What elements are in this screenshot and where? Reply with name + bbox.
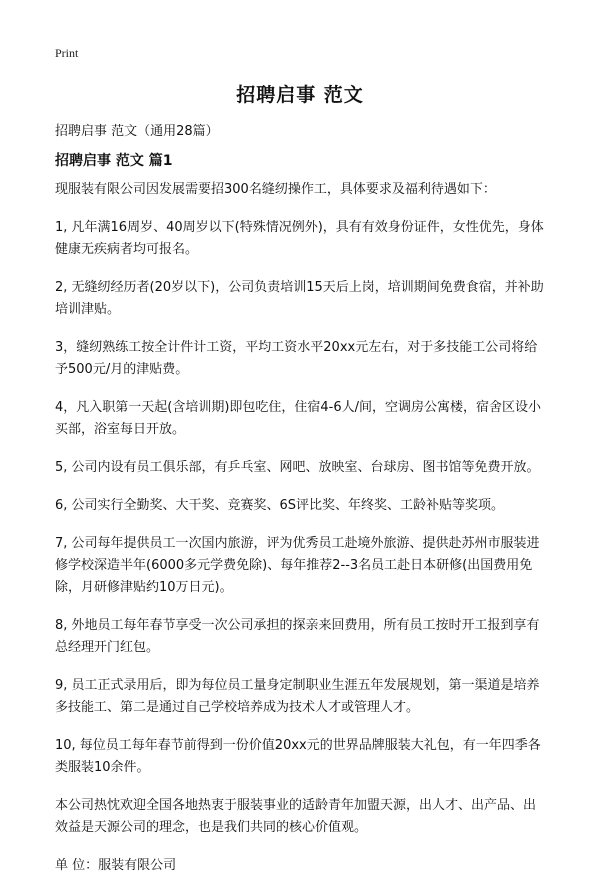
paragraph-item-1: 1, 凡年满16周岁、40周岁以下(特殊情况例外)，具有有效身份证件，女性优先，身体健康无疾病者均可报名。 [55,220,544,257]
paragraph-item-8: 8, 外地员工每年春节享受一次公司承担的探亲来回费用，所有员工按时开工报到享有总经理开门红包。 [55,618,540,655]
paragraph-item-4: 4，凡入职第一天起(含培训期)即包吃住，住宿4-6人/间，空调房公寓楼，宿舍区设小买部，浴室每日开放。 [55,400,542,437]
paragraph-item-5: 5, 公司内设有员工俱乐部，有乒乓室、网吧、放映室、台球房、图书馆等免费开放。 [55,460,540,475]
paragraph-item-2: 2, 无缝纫经历者(20岁以下)，公司负责培训15天后上岗，培训期间免费食宿，并补助培训津贴。 [55,280,544,317]
document-title: 招聘启事 范文 [236,84,364,106]
paragraph-item-6: 6, 公司实行全勤奖、大干奖、竞赛奖、6S评比奖、年终奖、工龄补贴等奖项。 [55,498,505,513]
section-heading: 招聘启事 范文 篇1 [55,153,173,169]
paragraph-intro: 现服装有限公司因发展需要招300名缝纫操作工，具体要求及福利待遇如下： [55,182,496,197]
paragraph-item-9: 9, 员工正式录用后，即为每位员工量身定制职业生涯五年发展规划，第一渠道是培养多技能工、第二是通过自己学校培养成为技术人才或管理人才。 [55,678,540,715]
document-body [55,179,546,893]
paragraph-item-7: 7, 公司每年提供员工一次国内旅游，评为优秀员工赴境外旅游、提供赴苏州市服装进修学校深造半年(6000多元学费免除)、每年推荐2--3名员工赴日本研修(出国费用免除，月研修津贴约10万日元)。 [55,536,540,595]
paragraph-item-10: 10, 每位员工每年春节前得到一份价值20xx元的世界品牌服装大礼包，有一年四季各类服装10余件。 [55,738,541,775]
paragraph-item-3: 3，缝纫熟练工按全计件计工资，平均工资水平20xx元左右，对于多技能工公司将给予500元/月的津贴费。 [55,340,538,377]
paragraph-company: 单 位：服装有限公司 [55,858,177,873]
print-link[interactable]: Print [55,46,79,60]
paragraph-closing: 本公司热忱欢迎全国各地热衷于服装事业的适龄青年加盟天源，出人才、出产品、出效益是天源公司的理念，也是我们共同的核心价值观。 [55,798,537,835]
document-subtitle: 招聘启事 范文（通用28篇） [55,124,219,139]
